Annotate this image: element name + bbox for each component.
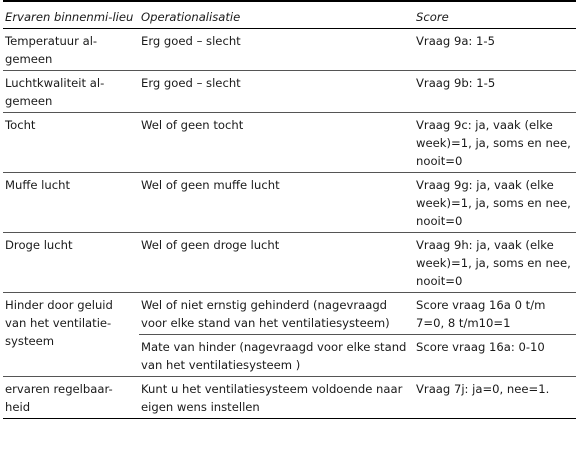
- cell-item: Tocht: [5, 118, 36, 132]
- cell-operationalisation: Erg goed – slecht: [141, 76, 241, 90]
- cell-item: Hinder door geluid van het ventilatie-systeem: [3, 293, 139, 377]
- cell-operationalisation: Kunt u het ventilatiesysteem voldoende naar eigen wens instellen: [141, 382, 403, 414]
- cell-operationalisation: Mate van hinder (nagevraagd voor elke stand van het ventilatiesysteem ): [141, 340, 407, 372]
- cell-operationalisation: Wel of geen tocht: [141, 118, 244, 132]
- table-row: [3, 377, 576, 419]
- cell-score: Vraag 7j: ja=0, nee=1.: [416, 382, 550, 396]
- table-row: [3, 71, 576, 113]
- cell-item: Droge lucht: [5, 238, 73, 252]
- table-header-row: [3, 1, 576, 29]
- cell-score: Score vraag 16a: 0-10: [416, 340, 545, 354]
- cell-operationalisation: Wel of niet ernstig gehinderd (nagevraagd voor elke stand van het ventilatiesysteem): [139, 293, 414, 335]
- cell-score: Vraag 9c: ja, vaak (elke week)=1, ja, soms en nee, nooit=0: [416, 118, 571, 168]
- cell-operationalisation: Wel of geen muffe lucht: [141, 178, 280, 192]
- table-row: [3, 293, 576, 335]
- header-experienced-environment: Ervaren binnenmi-lieu: [5, 10, 134, 24]
- cell-operationalisation: Wel of geen droge lucht: [141, 238, 280, 252]
- cell-item: Muffe lucht: [5, 178, 70, 192]
- header-operationalisation: Operationalisatie: [141, 10, 241, 24]
- cell-score: Vraag 9h: ja, vaak (elke week)=1, ja, soms en nee, nooit=0: [416, 238, 571, 288]
- table-row: [3, 173, 576, 233]
- table-row: [3, 233, 576, 293]
- table-row: [3, 29, 576, 71]
- cell-item: Temperatuur al-gemeen: [5, 34, 98, 66]
- operationalisation-table: [3, 0, 576, 419]
- cell-score: Vraag 9a: 1-5: [416, 34, 495, 48]
- cell-score: Vraag 9g: ja, vaak (elke week)=1, ja, soms en nee, nooit=0: [416, 178, 571, 228]
- cell-score: Score vraag 16a 0 t/m 7=0, 8 t/m10=1: [414, 293, 576, 335]
- cell-item: ervaren regelbaar-heid: [5, 382, 113, 414]
- header-score: Score: [416, 10, 449, 24]
- table-row: [3, 113, 576, 173]
- cell-item: Luchtkwaliteit al-gemeen: [5, 76, 105, 108]
- cell-operationalisation: Erg goed – slecht: [141, 34, 241, 48]
- cell-score: Vraag 9b: 1-5: [416, 76, 496, 90]
